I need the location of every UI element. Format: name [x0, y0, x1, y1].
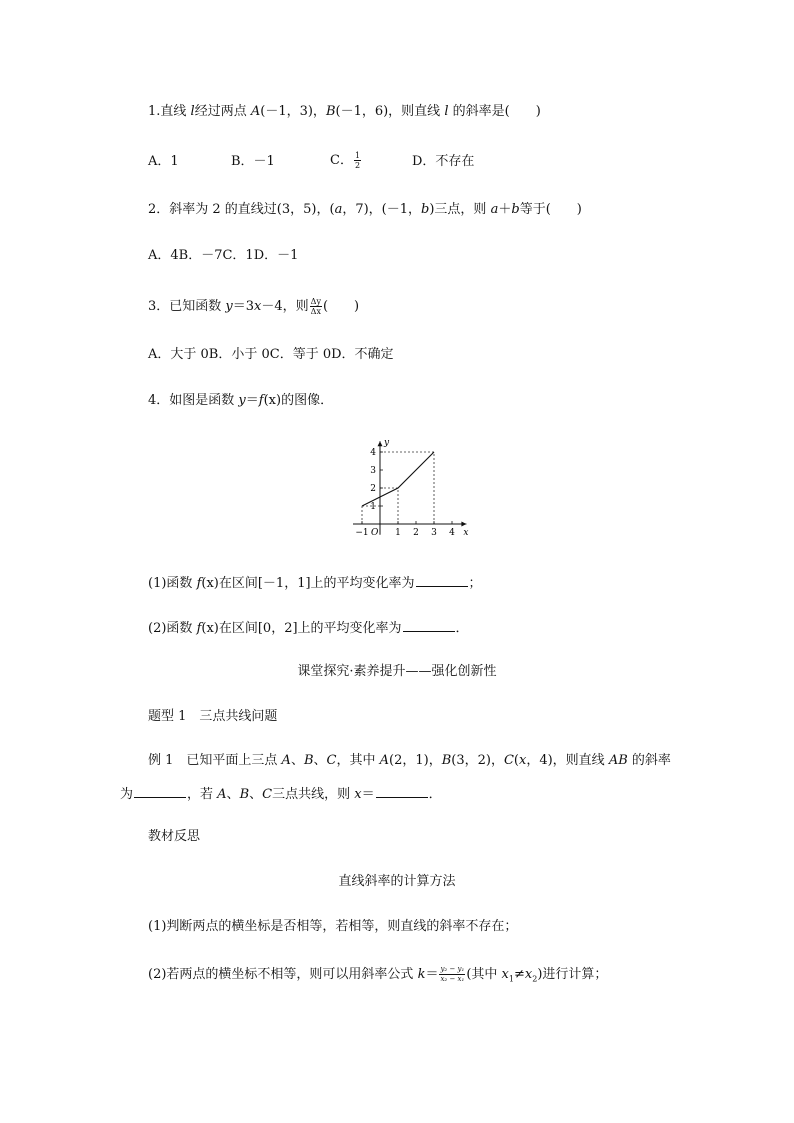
- fraction-numerator: 1: [354, 151, 361, 160]
- ex1-sep-2: 、: [313, 753, 327, 768]
- q4-sub2-func-f: f: [196, 621, 202, 636]
- x-tick-label: 2: [413, 528, 419, 538]
- answer-blank-1[interactable]: [416, 574, 468, 587]
- section-title: 课堂探究·素养提升——强化创新性: [297, 664, 497, 679]
- q2-text-d: 等于( ): [519, 202, 582, 217]
- q1-text-b: 经过两点: [194, 104, 251, 119]
- q4-sub1-text-a: (1)函数: [148, 576, 197, 591]
- ex1-point-b: B: [303, 753, 314, 768]
- ref-sub-1: 1: [508, 974, 514, 984]
- q2-var-b: b: [421, 202, 430, 217]
- q4-sub2-func-arg: (x): [201, 621, 219, 636]
- ex1-l2-text-a: 为: [120, 787, 134, 802]
- q4-var-y: y: [238, 393, 246, 408]
- question-2-stem: [148, 201, 582, 219]
- reflection-label: 教材反思: [148, 829, 201, 844]
- fraction-denominator: x₂ − x₁: [440, 975, 465, 983]
- q4-sub1-text-b: 在区间[－1，1]上的平均变化率为: [218, 576, 415, 591]
- origin-label: O: [371, 528, 379, 538]
- q4-sub2-text-b: 在区间[0，2]上的平均变化率为: [218, 621, 402, 636]
- answer-blank-2[interactable]: [403, 619, 455, 632]
- q4-sub1-func-f: f: [196, 576, 202, 591]
- q3-eq: ＝3: [232, 299, 255, 314]
- ex1-l2-end: ．: [428, 787, 442, 802]
- ref-sub-2: 2: [532, 974, 538, 984]
- ex1-var-x: x: [518, 753, 527, 768]
- q2-var-b2: b: [511, 202, 520, 217]
- q1-option-d: D．不存在: [412, 154, 475, 169]
- ex1-point-c3: C: [262, 787, 273, 802]
- q2-text-c: )三点，则: [429, 202, 491, 217]
- q3-text-c: ( ): [322, 299, 360, 314]
- question-4-part-2: [148, 619, 469, 638]
- ref-neq: ≠: [513, 967, 525, 982]
- q2-text-b: ，7)，(－1，: [342, 202, 422, 217]
- q3-var-y: y: [225, 299, 233, 314]
- q4-sub2-text-a: (2)函数: [148, 621, 197, 636]
- x-tick-label: −1: [355, 528, 369, 538]
- q1-option-c: [330, 151, 362, 170]
- question-3-options: A．大于 0B．小于 0C．等于 0D．不确定: [148, 347, 394, 362]
- y-tick-label: 1: [370, 502, 376, 512]
- ex1-sep-4: 、: [249, 787, 263, 802]
- ex1-text-b: ，其中: [336, 753, 380, 768]
- question-1-stem: [148, 103, 541, 121]
- q1-option-c-prefix: C．: [330, 153, 353, 168]
- fraction-denominator: Δx: [310, 307, 321, 316]
- q1-option-b: B．－1: [231, 154, 275, 169]
- ex1-l2-text-c: 三点共线，则: [272, 787, 355, 802]
- ex1-l2-eq: ＝: [361, 787, 375, 802]
- ex1-text-d: (3，2)，: [451, 753, 504, 768]
- x-axis-label: x: [463, 528, 469, 538]
- answer-blank-slope[interactable]: [134, 785, 186, 798]
- reflection-title: 直线斜率的计算方法: [338, 874, 456, 889]
- fraction-denominator: 2: [354, 161, 361, 170]
- ex1-point-c2: C: [503, 753, 514, 768]
- q1-text-a: 1.直线: [148, 104, 191, 119]
- answer-blank-x[interactable]: [376, 785, 428, 798]
- q3-var-x: x: [254, 299, 262, 314]
- function-curve: [362, 452, 434, 506]
- ex1-l2-text-b: ，若: [187, 787, 218, 802]
- q4-text-b: 的图像．: [281, 393, 334, 408]
- y-tick-label: 3: [370, 466, 376, 476]
- q4-func-arg: (x): [263, 393, 282, 408]
- ex1-point-c: C: [326, 753, 337, 768]
- q1-option-a: A．1: [148, 154, 179, 169]
- question-1-options: [148, 153, 548, 179]
- example-1-line-2: [120, 785, 442, 804]
- x-tick-label: 1: [395, 528, 401, 538]
- q1-option-c-fraction: [354, 151, 361, 170]
- q1-var-l2: l: [444, 104, 449, 119]
- ex1-text-a: 例 1 已知平面上三点: [148, 753, 282, 768]
- q4-eq: ＝: [245, 393, 259, 408]
- fraction-numerator: y₂ − y₁: [440, 965, 465, 973]
- ex1-text-g: 的斜率: [627, 753, 671, 768]
- q2-var-a: a: [334, 202, 343, 217]
- q1-text-c: 的斜率是( ): [448, 104, 541, 119]
- ref-eq: ＝: [425, 967, 439, 982]
- ref-var-x1: x: [501, 967, 509, 982]
- question-2-options: A．4B．－7C．1D．－1: [148, 248, 299, 263]
- ex1-point-a3: A: [217, 787, 227, 802]
- ex1-point-a: A: [281, 753, 291, 768]
- ex1-point-b3: B: [239, 787, 250, 802]
- reflection-item-1: (1)判断两点的横坐标是否相等，若相等，则直线的斜率不存在；: [148, 919, 518, 934]
- q3-text-a: 3．已知函数: [148, 299, 226, 314]
- ref-item2-text-c: )进行计算；: [537, 967, 608, 982]
- ex1-point-a2: A: [379, 753, 390, 768]
- ref-var-x2: x: [524, 967, 533, 982]
- q3-text-b: －4，则: [261, 299, 309, 314]
- question-4-part-1: [148, 574, 482, 593]
- example-1-line-1: [148, 752, 671, 770]
- q1-var-l: l: [190, 104, 195, 119]
- x-tick-label: 3: [431, 528, 437, 538]
- ref-item2-text-a: (2)若两点的横坐标不相等，则可以用斜率公式: [148, 967, 418, 982]
- ref-item2-text-b: (其中: [466, 967, 502, 982]
- ex1-line-ab: AB: [608, 753, 628, 768]
- ex1-text-f: ，4)，则直线: [526, 753, 609, 768]
- q2-var-a2: a: [490, 202, 499, 217]
- ex1-var-x2: x: [354, 787, 362, 802]
- q1-point-a: A: [250, 104, 261, 119]
- q4-sub1-func-arg: (x): [201, 576, 219, 591]
- y-tick-label: 2: [370, 484, 376, 494]
- x-axis-arrow: [461, 522, 466, 527]
- question-3-stem: [148, 297, 359, 316]
- fraction-numerator: Δy: [310, 297, 321, 306]
- problem-type-label: 题型 1 三点共线问题: [148, 709, 278, 724]
- ex1-text-e: (: [513, 753, 519, 768]
- q4-sub1-end: ；: [468, 576, 482, 591]
- q2-text-a: 2．斜率为 2 的直线过(3，5)，(: [148, 202, 335, 217]
- q1-coord-b: (－1，6)，则直线: [335, 104, 445, 119]
- q1-coord-a: (－1，3)，: [260, 104, 326, 119]
- ex1-text-c: (2，1)，: [389, 753, 442, 768]
- ref-var-k: k: [417, 967, 426, 982]
- q3-fraction: [310, 297, 322, 316]
- ex1-sep-3: 、: [226, 787, 240, 802]
- question-4-stem: [148, 392, 333, 410]
- y-axis-arrow: [378, 441, 383, 446]
- q4-sub2-end: ．: [455, 621, 469, 636]
- q2-plus: ＋: [498, 202, 512, 217]
- slope-formula-fraction: [439, 965, 465, 984]
- reflection-item-2: [148, 965, 607, 989]
- y-axis-label: y: [384, 438, 390, 449]
- q1-point-b: B: [325, 104, 336, 119]
- x-tick-label: 4: [449, 528, 455, 538]
- q4-text-a: 4．如图是函数: [148, 393, 239, 408]
- ex1-sep-1: 、: [290, 753, 304, 768]
- function-graph: [340, 412, 480, 542]
- ex1-point-b2: B: [441, 753, 452, 768]
- y-tick-label: 4: [370, 448, 376, 458]
- q4-func-f: f: [258, 393, 264, 408]
